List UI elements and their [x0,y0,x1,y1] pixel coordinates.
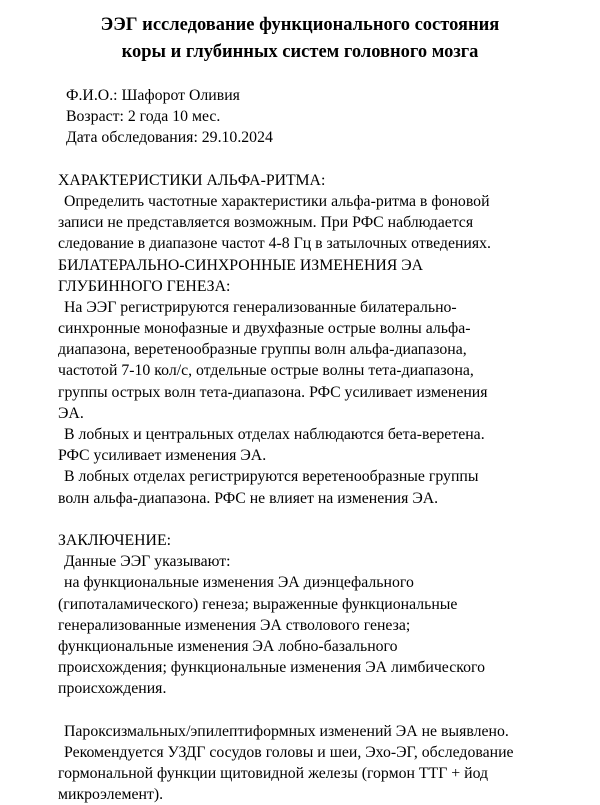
exam-date: Дата обследования: 29.10.2024 [66,129,273,147]
conclusion-line: функциональные изменения ЭА лобно-базального [58,637,398,655]
bilateral-p1-line: диапазона, веретенообразные группы волн альфа-диапазона, [58,341,467,359]
bilateral-p2-line: В лобных и центральных отделах наблюдаются бета-веретена. [64,426,485,443]
bilateral-p2-line: РФС усиливает изменения ЭА. [58,447,267,465]
title-line: ЭЭГ исследование функционального состояния [100,15,500,35]
bilateral-p1-line: ЭА. [58,404,84,422]
bilateral-p3-line: В лобных отделах регистрируются веретенообразные группы [64,468,479,486]
alpha-text-line: следование в диапазоне частот 4-8 Гц в затылочных отведениях. [58,235,491,253]
recommendation-line: микроэлемент). [58,786,164,804]
alpha-section [58,170,598,255]
conclusion-section [58,530,598,700]
conclusion-intro: Данные ЭЭГ указывают: [64,553,231,571]
patient-name: Ф.И.О.: Шафорот Оливия [66,87,240,104]
bilateral-p1-line: группы острых волн тета-диапазона. РФС усиливает изменения [58,383,488,401]
report-body [58,85,598,805]
conclusion-line: генерализованные изменения ЭА стволового генеза; [58,616,411,634]
conclusion-line: (гипоталамического) генеза; выраженные функциональные [58,595,458,613]
title-line: коры и глубинных систем головного мозга [121,42,479,62]
conclusion-heading: ЗАКЛЮЧЕНИЕ: [58,531,171,549]
recommendation-line: гормональной функции щитовидной железы (гормон ТТГ + йод [58,765,489,782]
alpha-text-line: записи не представляется возможным. При РФС наблюдается [58,214,474,232]
alpha-text-line: Определить частотные характеристики альфа-ритма в фоновой [64,192,490,210]
report-title [0,12,600,66]
final-notes [58,721,598,805]
bilateral-heading: БИЛАТЕРАЛЬНО-СИНХРОННЫЕ ИЗМЕНЕНИЯ ЭА [58,256,424,274]
patient-info [58,85,598,149]
conclusion-line: происхождения. [58,680,167,698]
recommendation-line: Рекомендуется УЗДГ сосудов головы и шеи, Эхо-ЭГ, обследование [64,743,514,761]
conclusion-line: на функциональные изменения ЭА диэнцефального [64,574,414,592]
bilateral-p1-line: синхронные монофазные и двухфазные острые волны альфа- [58,320,471,338]
bilateral-p1-line: На ЭЭГ регистрируются генерализованные билатерально- [64,298,457,316]
bilateral-heading: ГЛУБИННОГО ГЕНЕЗА: [58,277,231,295]
patient-age: Возраст: 2 года 10 мес. [66,108,221,126]
alpha-heading: ХАРАКТЕРИСТИКИ АЛЬФА-РИТМА: [58,171,326,189]
bilateral-p1-line: частотой 7-10 кол/с, отдельные острые волны тета-диапазона, [58,362,474,380]
conclusion-line: происхождения; функциональные изменения ЭА лимбического [58,659,485,677]
bilateral-section [58,255,598,509]
paroxysmal-note: Пароксизмальных/эпилептиформных изменений ЭА не выявлено. [64,722,509,740]
bilateral-p3-line: волн альфа-диапазона. РФС не влияет на изменения ЭА. [58,489,439,507]
